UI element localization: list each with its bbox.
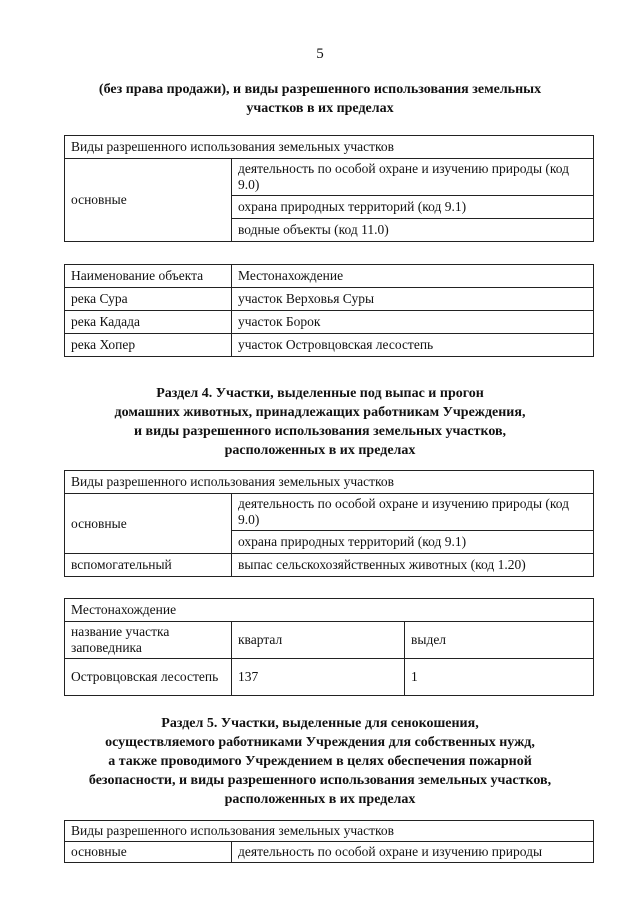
table-cell: река Кадада: [65, 311, 232, 334]
heading-section-4: [0, 384, 640, 460]
heading-line: расположенных в их пределах: [224, 792, 416, 807]
table-row: [65, 288, 594, 311]
table-cell: охрана природных территорий (код 9.1): [232, 531, 594, 554]
table-cell: 137: [232, 659, 405, 696]
table-header: Местонахождение: [65, 599, 594, 622]
row-label-main: основные: [65, 494, 232, 554]
location-table: [64, 598, 594, 696]
table-cell: водные объекты (код 11.0): [232, 219, 594, 242]
permitted-use-table-2: [64, 470, 594, 577]
table-cell: участок Верховья Суры: [232, 288, 594, 311]
table-cell: деятельность по особой охране и изучению природы (код 9.0): [232, 494, 594, 531]
heading-permitted-use: [0, 80, 640, 118]
row-label-aux: вспомогательный: [65, 554, 232, 577]
table-cell: охрана природных территорий (код 9.1): [232, 196, 594, 219]
table-header: Виды разрешенного использования земельных участков: [65, 136, 594, 159]
table-header: Виды разрешенного использования земельных участков: [65, 821, 594, 842]
table-header: Виды разрешенного использования земельных участков: [65, 471, 594, 494]
table-cell: выпас сельскохозяйственных животных (код 1.20): [232, 554, 594, 577]
table-header: название участка заповедника: [65, 622, 232, 659]
table-cell: участок Островцовская лесостепь: [232, 334, 594, 357]
heading-line: (без права продажи), и виды разрешенного использования земельных: [98, 82, 542, 97]
row-label-main: основные: [65, 159, 232, 242]
page-number: 5: [316, 46, 324, 62]
heading-line: расположенных в их пределах: [224, 443, 416, 458]
heading-line: а также проводимого Учреждением в целях обеспечения пожарной: [108, 754, 532, 769]
table-header: квартал: [232, 622, 405, 659]
heading-line: осуществляемого работниками Учреждения для собственных нужд,: [105, 735, 535, 750]
table-cell: река Хопер: [65, 334, 232, 357]
permitted-use-table-1: [64, 135, 594, 242]
row-label-main: основные: [65, 842, 232, 863]
table-row: [65, 334, 594, 357]
table-header: выдел: [405, 622, 594, 659]
permitted-use-table-3: [64, 820, 594, 863]
heading-line: домашних животных, принадлежащих работникам Учреждения,: [114, 405, 526, 420]
heading-line: Раздел 4. Участки, выделенные под выпас и прогон: [156, 386, 484, 401]
heading-line: Раздел 5. Участки, выделенные для сенокошения,: [161, 716, 479, 731]
heading-line: участков в их пределах: [246, 101, 394, 116]
heading-line: безопасности, и виды разрешенного использования земельных участков,: [88, 773, 552, 788]
table-header: Местонахождение: [232, 265, 594, 288]
objects-table: [64, 264, 594, 357]
table-cell: Островцовская лесостепь: [65, 659, 232, 696]
table-header: Наименование объекта: [65, 265, 232, 288]
table-cell: река Сура: [65, 288, 232, 311]
heading-section-5: [0, 714, 640, 809]
table-cell: деятельность по особой охране и изучению природы (код 9.0): [232, 159, 594, 196]
table-row: [65, 311, 594, 334]
heading-line: и виды разрешенного использования земельных участков,: [133, 424, 507, 439]
table-cell: деятельность по особой охране и изучению природы: [232, 842, 594, 863]
table-cell: участок Борок: [232, 311, 594, 334]
table-row: [65, 659, 594, 696]
table-cell: 1: [405, 659, 594, 696]
